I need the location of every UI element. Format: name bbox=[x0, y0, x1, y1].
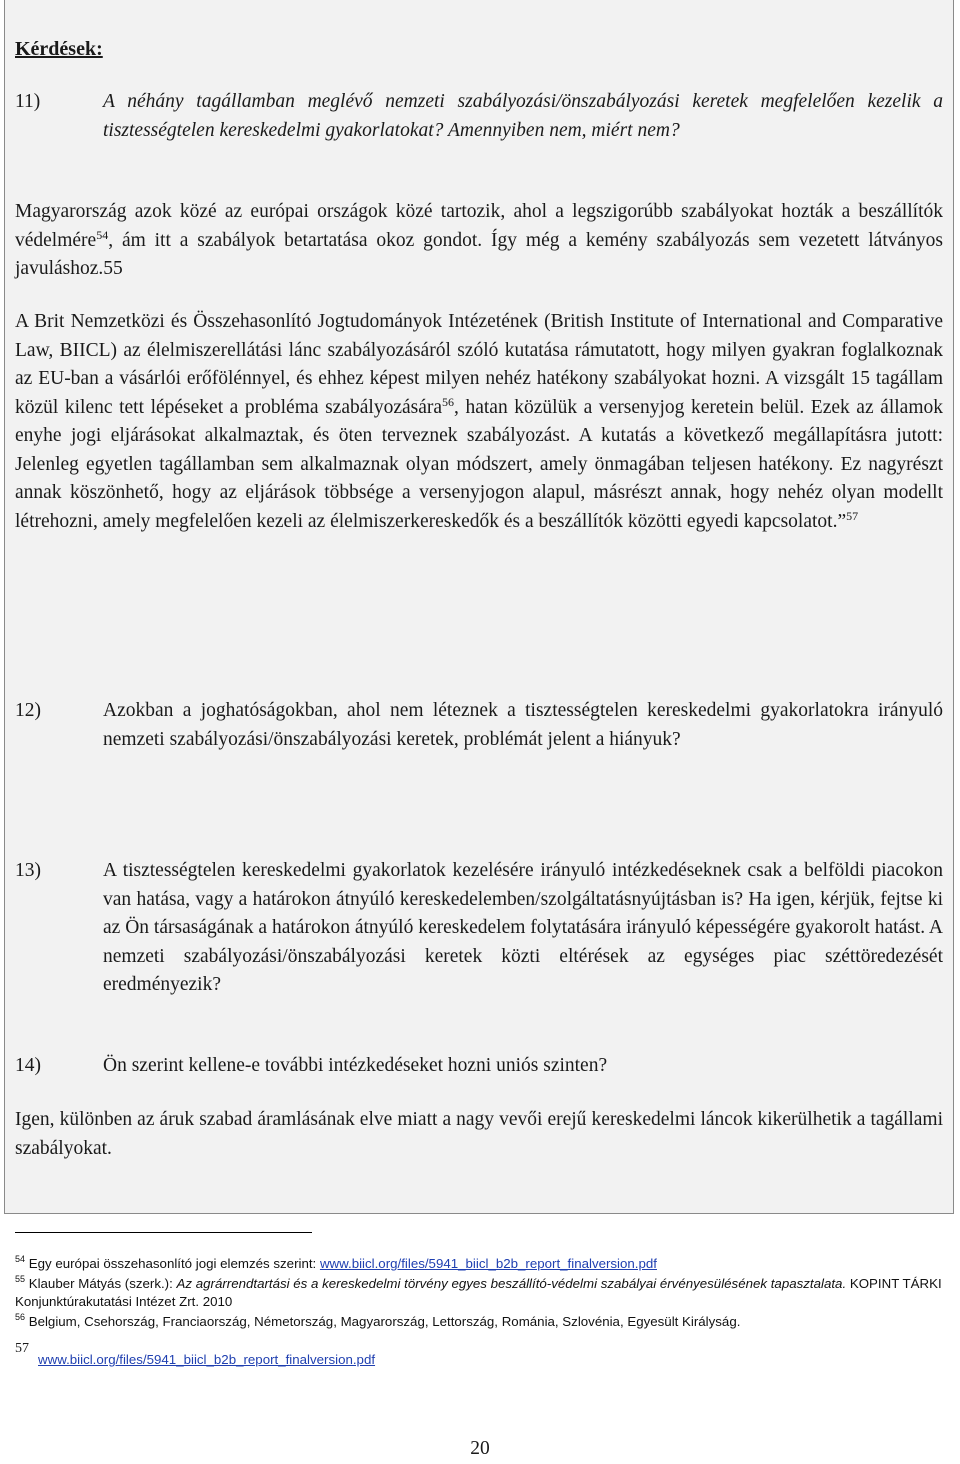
footnote-number: 56 bbox=[15, 1312, 26, 1322]
question-number: 11) bbox=[15, 91, 41, 112]
footnote-57-number: 57 bbox=[15, 1341, 29, 1356]
footnote-italic-title: Az agrárrendtartási és a kereskedelmi törvény egyes beszállító-védelmi szabályai érvényesülésének tapasztalata. bbox=[176, 1276, 847, 1291]
footnote-number: 55 bbox=[15, 1274, 26, 1284]
question-text: Ön szerint kellene-e további intézkedéseket hozni uniós szinten? bbox=[103, 1055, 608, 1076]
footnote-number: 54 bbox=[15, 1254, 26, 1264]
footnote-ref: 57 bbox=[846, 508, 859, 523]
footnote-57 bbox=[38, 1352, 375, 1367]
question-number: 12) bbox=[15, 700, 41, 721]
footnote-text: Belgium, Csehország, Franciaország, Németország, Magyarország, Lettország, Románia, Szlovénia, Egyesült Királyság. bbox=[28, 1314, 741, 1329]
page-number: 20 bbox=[470, 1438, 490, 1459]
footnote-link[interactable]: www.biicl.org/files/5941_biicl_b2b_report_finalversion.pdf bbox=[319, 1256, 657, 1271]
footnote-text: Egy európai összehasonlító jogi elemzés szerint: bbox=[28, 1256, 320, 1271]
answer-paragraph-1 bbox=[15, 198, 943, 284]
footnote-separator bbox=[15, 1232, 312, 1233]
question-text: A tisztességtelen kereskedelmi gyakorlatok kezelésére irányuló intézkedéseknek csak a belföldi piacokon van hatása, vagy a határokon átnyúló kereskedelemben/szolgáltatásnyújtásban is? Ha igen, kérjük, fejtse ki az Ön társaságának a határokon átnyúló kereskedelem folytatására irányuló képességére gyakorolt hatást. A nemzeti szabályozási/önszabályozási keretek közti eltérések az egységes piac széttöredezését eredményezik? bbox=[103, 860, 943, 995]
question-text: Azokban a joghatóságokban, ahol nem léteznek a tisztességtelen kereskedelmi gyakorlatokra irányuló nemzeti szabályozási/önszabályozási keretek, problémát jelent a hiányuk? bbox=[103, 700, 943, 750]
paragraph-text: , hatan közülük a versenyjog keretein belül. Ezek az államok enyhe jogi eljárásokat alkalmaztak, és öten terveznek szabályozást. A kutatás a következő megállapításra jutott: Jelenleg egyetlen tagállamban sem alkalmaznak olyan módszert, amely önmagában teljesen hatékony. Ez nagyrészt annak köszönhető, hogy az eljárások többsége a versenyjogon alapul, másrészt annak, hogy nehéz olyan modellt létrehozni, amely megfelelően kezeli az élelmiszerkereskedők és a beszállítók közötti egyedi kapcsolatot.” bbox=[15, 396, 943, 532]
footnote-text: Klauber Mátyás (szerk.): bbox=[28, 1276, 177, 1291]
footnote-56 bbox=[15, 1313, 950, 1331]
question-number: 14) bbox=[15, 1055, 41, 1076]
question-text: A néhány tagállamban meglévő nemzeti szabályozási/önszabályozási keretek megfelelően kezelik a tisztességtelen kereskedelmi gyakorlatokat? Amennyiben nem, miért nem? bbox=[103, 91, 943, 141]
paragraph-text: A Brit Nemzetközi és Összehasonlító Jogtudományok Intézetének (British Institute of International and Comparative Law, BIICL) az élelmiszerellátási lánc szabályozásáról szóló kutatása rámutatott, hogy milyen gyakran foglalkoznak az EU-ban a vásárlói erőfölénnyel, és ehhez képest milyen nehéz hatékony szabályokat hozni. A vizsgált 15 tagállam közül kilenc tett lépéseket a probléma szabályozására bbox=[15, 311, 943, 418]
paragraph-text: , ám itt a szabályok betartatása okoz gondot. Így még a kemény szabályozás sem vezetett látványos javuláshoz.55 bbox=[15, 229, 943, 279]
footnote-54 bbox=[15, 1255, 950, 1273]
answer-paragraph-2 bbox=[15, 308, 943, 536]
footnote-link[interactable]: www.biicl.org/files/5941_biicl_b2b_report_finalversion.pdf bbox=[38, 1352, 376, 1367]
paragraph-text: Magyarország azok közé az európai országok közé tartozik, ahol a legszigorúbb szabályokat hozták a beszállítók védelmére bbox=[15, 201, 943, 251]
footnote-text: KOPINT TÁRKI Konjunktúrakutatási Intézet Zrt. 2010 bbox=[15, 1276, 942, 1309]
question-box bbox=[4, 0, 954, 1214]
answer-paragraph-3: Igen, különben az áruk szabad áramlásának elve miatt a nagy vevői erejű kereskedelmi láncok kikerülhetik a tagállami szabályokat. bbox=[15, 1109, 943, 1159]
footnote-ref: 54 bbox=[96, 227, 109, 242]
footnote-55 bbox=[15, 1275, 950, 1311]
footnote-ref: 56 bbox=[442, 394, 455, 409]
question-number: 13) bbox=[15, 860, 41, 881]
section-heading: Kérdések: bbox=[15, 38, 103, 60]
